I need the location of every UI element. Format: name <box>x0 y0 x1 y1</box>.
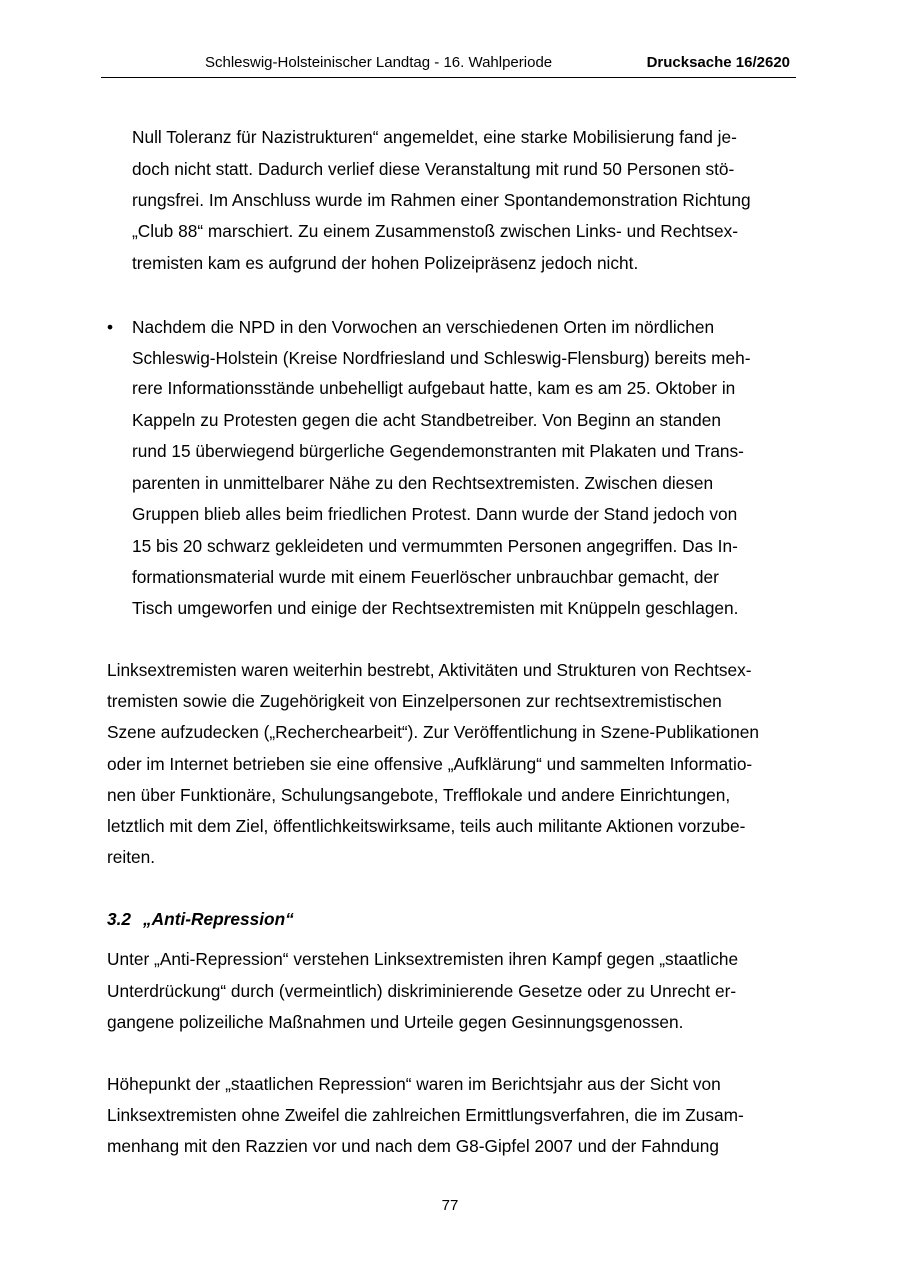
text-line: rungsfrei. Im Anschluss wurde im Rahmen einer Spontandemonstration Richtung <box>132 190 751 210</box>
page-number: 77 <box>441 1197 459 1214</box>
header-rule <box>101 77 796 78</box>
header-doc-number: Drucksache 16/2620 <box>646 54 790 71</box>
text-line: formationsmaterial wurde mit einem Feuerlöscher unbrauchbar gemacht, der <box>132 567 719 587</box>
text-line: Szene aufzudecken („Recherchearbeit“). Zur Veröffentlichung in Szene-Publikationen <box>107 722 759 742</box>
text-line: „Club 88“ marschiert. Zu einem Zusammenstoß zwischen Links- und Rechtsex- <box>132 221 739 241</box>
section-number: 3.2 <box>107 909 132 929</box>
text-line: Linksextremisten ohne Zweifel die zahlreichen Ermittlungsverfahren, die im Zusam- <box>107 1105 744 1125</box>
text-line: reiten. <box>107 847 156 867</box>
section-title: „Anti-Repression“ <box>143 909 294 929</box>
text-line: gangene polizeiliche Maßnahmen und Urteile gegen Gesinnungsgenossen. <box>107 1012 684 1032</box>
text-line: Null Toleranz für Nazistrukturen“ angemeldet, eine starke Mobilisierung fand je- <box>132 127 737 147</box>
text-line: letztlich mit dem Ziel, öffentlichkeitswirksame, teils auch militante Aktionen vorzube- <box>107 816 746 836</box>
text-line: Unterdrückung“ durch (vermeintlich) diskriminierende Gesetze oder zu Unrecht er- <box>107 981 737 1001</box>
header-title: Schleswig-Holsteinischer Landtag - 16. Wahlperiode <box>205 54 553 71</box>
text-line: parenten in unmittelbarer Nähe zu den Rechtsextremisten. Zwischen diesen <box>132 473 714 493</box>
text-line: Unter „Anti-Repression“ verstehen Linksextremisten ihren Kampf gegen „staatliche <box>107 949 739 969</box>
text-line: Schleswig-Holstein (Kreise Nordfriesland und Schleswig-Flensburg) bereits meh- <box>132 348 751 368</box>
text-line: tremisten sowie die Zugehörigkeit von Einzelpersonen zur rechtsextremistischen <box>107 691 722 711</box>
text-line: tremisten kam es aufgrund der hohen Polizeipräsenz jedoch nicht. <box>132 253 639 273</box>
text-line: rund 15 überwiegend bürgerliche Gegendemonstranten mit Plakaten und Trans- <box>132 441 744 461</box>
text-line: doch nicht statt. Dadurch verlief diese Veranstaltung mit rund 50 Personen stö- <box>132 159 735 179</box>
text-line: nen über Funktionäre, Schulungsangebote, Trefflokale und andere Einrichtungen, <box>107 785 731 805</box>
text-line: Nachdem die NPD in den Vorwochen an verschiedenen Orten im nördlichen <box>132 317 715 337</box>
text-line: oder im Internet betrieben sie eine offensive „Aufklärung“ und sammelten Informatio- <box>107 754 753 774</box>
section-heading <box>107 908 294 930</box>
text-line: Höhepunkt der „staatlichen Repression“ waren im Berichtsjahr aus der Sicht von <box>107 1074 721 1094</box>
bullet-symbol: • <box>107 317 114 337</box>
page-header <box>101 52 796 74</box>
text-line: Tisch umgeworfen und einige der Rechtsextremisten mit Knüppeln geschlagen. <box>132 598 739 618</box>
text-line: Linksextremisten waren weiterhin bestrebt, Aktivitäten und Strukturen von Rechtsex- <box>107 660 752 680</box>
text-line: Kappeln zu Protesten gegen die acht Standbetreiber. Von Beginn an standen <box>132 410 721 430</box>
text-line: menhang mit den Razzien vor und nach dem G8-Gipfel 2007 und der Fahndung <box>107 1136 719 1156</box>
text-line: Gruppen blieb alles beim friedlichen Protest. Dann wurde der Stand jedoch von <box>132 504 738 524</box>
text-line: 15 bis 20 schwarz gekleideten und vermummten Personen angegriffen. Das In- <box>132 536 738 556</box>
text-line: rere Informationsstände unbehelligt aufgebaut hatte, kam es am 25. Oktober in <box>132 378 736 398</box>
